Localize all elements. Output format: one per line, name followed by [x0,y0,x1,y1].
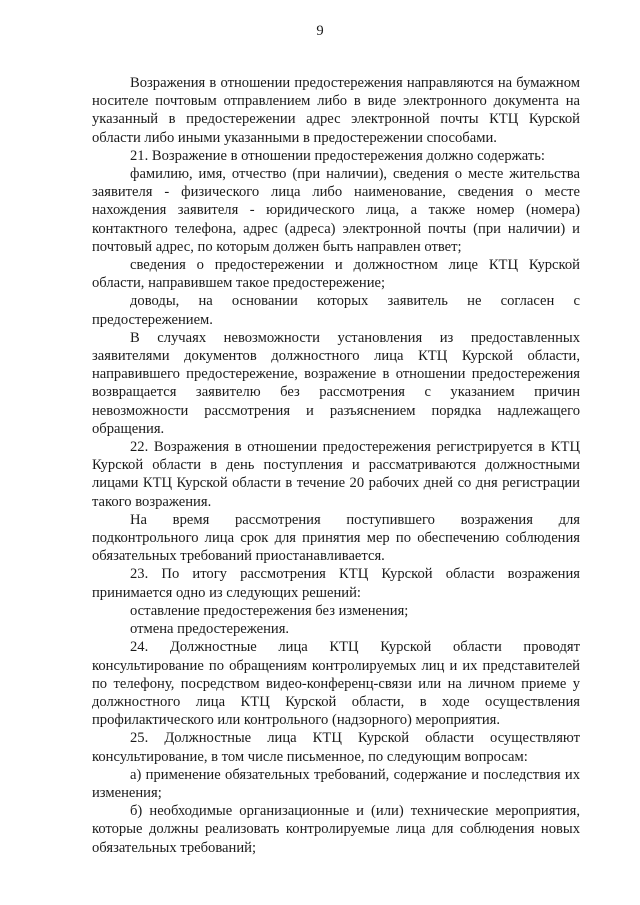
paragraph-topic-b: б) необходимые организационные и (или) технические мероприятия, которые должны реализовать контролируемые лица для соблюдения новых обязательных требований; [92,803,580,856]
document-body [92,74,580,857]
paragraph-22-registration: 22. Возражения в отношении предостережения регистрируется в КТЦ Курской области в день поступления и рассматриваются должностными лицами КТЦ Курской области в течение 20 рабочих дней со дня регистрации такого возражения. [92,439,580,510]
paragraph-topic-a: а) применение обязательных требований, содержание и последствия их изменения; [92,766,580,801]
page-number: 9 [316,23,324,39]
paragraph-warning-details: сведения о предостережении и должностном лице КТЦ Курской области, направившем такое предостережение; [92,257,580,292]
paragraph-decision-keep: оставление предостережения без изменения; [130,602,409,619]
paragraph-decision-cancel: отмена предостережения. [130,621,290,638]
paragraph-applicant-details: фамилию, имя, отчество (при наличии), сведения о месте жительства заявителя - физического лица либо наименование, сведения о месте нахождения заявителя - юридического лица, а также номер (номера) контактного телефона, адрес (адреса) электронной почты (при наличии) и почтовый адрес, по которым должен быть направлен ответ; [92,166,580,255]
paragraph-arguments: доводы, на основании которых заявитель не согласен с предостережением. [92,293,580,328]
paragraph-objection-delivery: Возражения в отношении предостережения направляются на бумажном носителе почтовым отправлением либо в виде электронного документа на указанный в предостережении адрес электронной почты КТЦ Курской области либо иными указанными в предостережении способами. [92,75,580,146]
paragraph-return-without-review: В случаях невозможности установления из предоставленных заявителями документов должностного лица КТЦ Курской области, направившего предостережение, возражение в отношении предостережения возвращается заявителю без рассмотрения с указанием причин невозможности рассмотрения и разъяснением порядка надлежащего обращения. [92,329,580,437]
paragraph-24-consulting: 24. Должностные лица КТЦ Курской области проводят консультирование по обращениям контролируемых лиц и их представителей по телефону, посредством видео-конференц-связи или на личном приеме у должностного лица КТЦ Курской области, в ходе осуществления профилактического или контрольного (надзорного) мероприятия. [92,639,580,729]
paragraph-term-suspension: На время рассмотрения поступившего возражения для подконтрольного лица срок для принятия мер по обеспечению соблюдения обязательных требований приостанавливается. [92,511,580,565]
paragraph-21-heading: 21. Возражение в отношении предостережения должно содержать: [130,147,545,164]
paragraph-25-consulting-topics: 25. Должностные лица КТЦ Курской области осуществляют консультирование, в том числе письменное, по следующим вопросам: [92,730,580,765]
paragraph-23-decisions: 23. По итогу рассмотрения КТЦ Курской области возражения принимается одно из следующих решений: [92,566,580,601]
